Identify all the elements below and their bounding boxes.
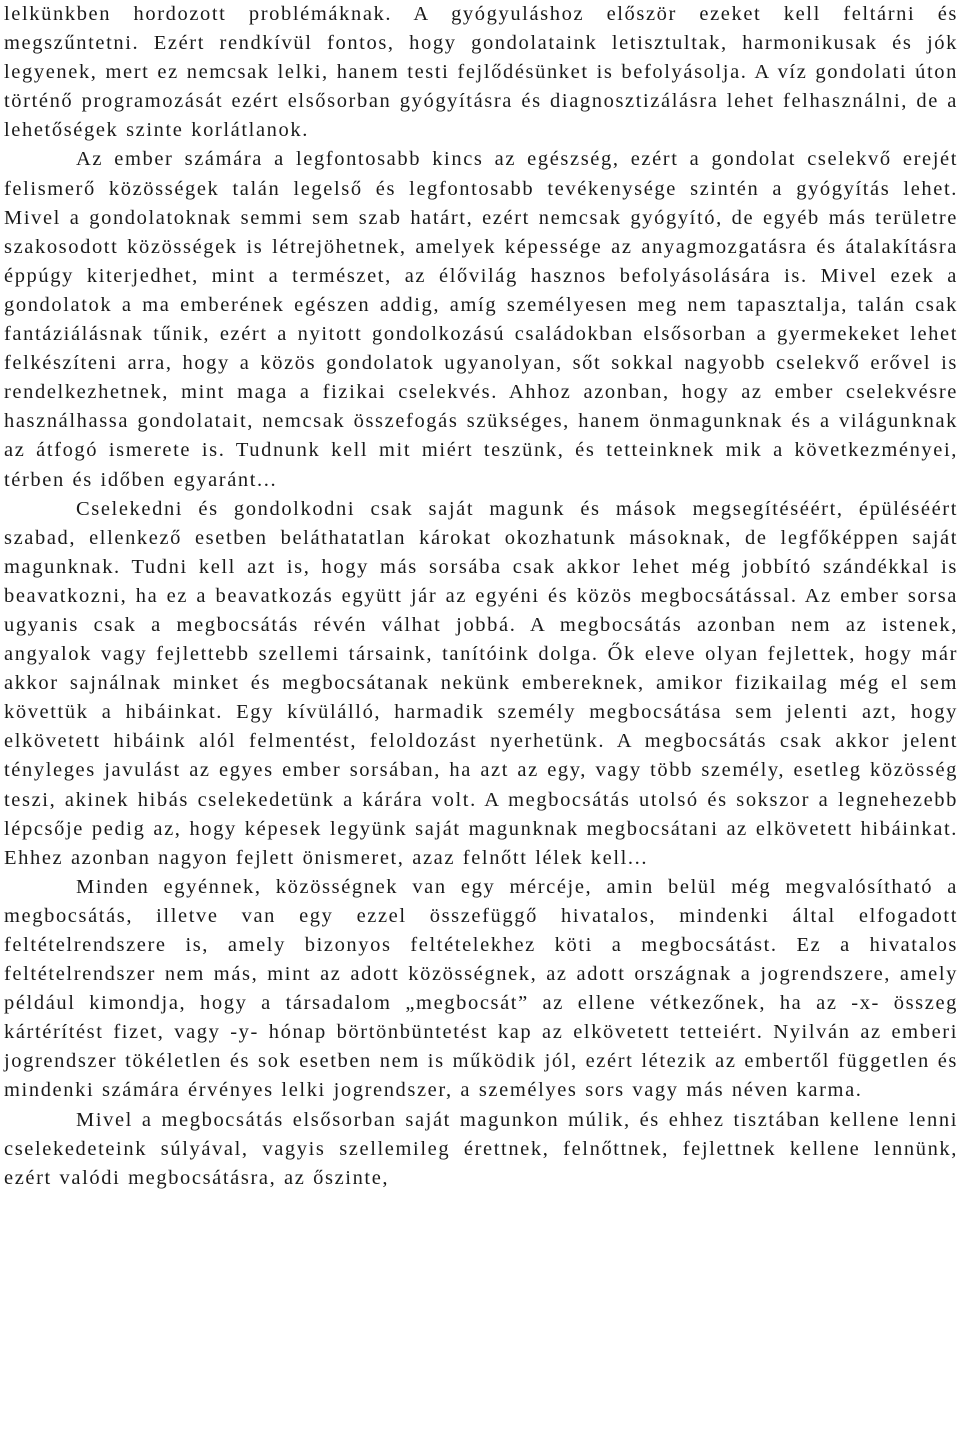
paragraph-1: lelkünkben hordozott problémáknak. A gyógyuláshoz először ezeket kell feltárni és megszűntetni. Ezért rendkívül fontos, hogy gondolataink letisztultak, harmonikusak és jók legyenek, mert ez nemcsak lelki, hanem testi fejlődésünket is befolyásolja. A víz gondolati úton történő programozását ezért elsősorban gyógyításra és diagnosztizálásra lehet felhasználni, de a lehetőségek szinte korlátlanok. [4,3,958,142]
paragraph-2: Az ember számára a legfontosabb kincs az egészség, ezért a gondolat cselekvő erejét felismerő közösségek talán legelső és legfontosabb tevékenysége szintén a gyógyítás lehet. Mivel a gondolatoknak semmi sem szab határt, ezért nemcsak gyógyító, de egyéb más területre szakosodott közösségek is létrejöhetnek, amelyek képessége az anyagmozgatásra és átalakításra éppúgy kiterjedhet, mint a természet, az élővilág hasznos befolyásolására is. Mivel ezek a gondolatok a ma emberének egészen addig, amíg személyesen meg nem tapasztalja, talán csak fantáziálásnak tűnik, ezért a nyitott gondolkozású családokban elsősorban a gyermekeket lehet felkészíteni arra, hogy a közös gondolatok ugyanolyan, sőt sokkal nagyobb cselekvő erővel is rendelkezhetnek, mint maga a fizikai cselekvés. Ahhoz azonban, hogy az ember cselekvésre használhassa gondolatait, nemcsak összefogás szükséges, hanem önmagunknak és a világunknak az átfogó ismerete is. Tudnunk kell mit miért teszünk, és tetteinknek mik a következményei, térben és időben egyaránt... [4,148,958,491]
paragraph-5: Mivel a megbocsátás elsősorban saját magunkon múlik, és ehhez tisztában kellene lenni cselekedeteink súlyával, vagyis szellemileg érettnek, felnőttnek, fejlettnek kellene lennünk, ezért valódi megbocsátásra, az őszinte, [4,1108,958,1189]
document-page [4,0,958,1193]
paragraph-4: Minden egyénnek, közösségnek van egy mércéje, amin belül még megvalósítható a megbocsátás, illetve van egy ezzel összefüggő hivatalos, mindenki által elfogadott feltételrendszere is, amely bizonyos feltételekhez köti a megbocsátást. Ez a hivatalos feltételrendszer nem más, mint az adott közösségnek, az adott országnak a jogrendszere, amely például kimondja, hogy a társadalom „megbocsát” az ellene vétkezőnek, ha az -x- összeg kártérítést fizet, vagy -y- hónap börtönbüntetést kap az elkövetett tetteiért. Nyilván az emberi jogrendszer tökéletlen és sok esetben nem is működik jól, ezért létezik az embertől független és mindenki számára érvényes lelki jogrendszer, a személyes sors vagy más néven karma. [4,875,958,1102]
paragraph-3: Cselekedni és gondolkodni csak saját magunk és mások megsegítéséért, épüléséért szabad, ellenkező esetben beláthatatlan károkat okozhatunk másoknak, de legfőképpen saját magunknak. Tudni kell azt is, hogy más sorsába csak akkor lehet még jobbító szándékkal is beavatkozni, ha ez a beavatkozás együtt jár az egyéni és közös megbocsátással. Az ember sorsa ugyanis csak a megbocsátás révén válhat jobbá. A megbocsátás azonban nem az istenek, angyalok vagy fejlettebb szellemi társaink, tanítóink dolga. Ők eleve olyan fejlettek, hogy már akkor sajnálnak minket és megbocsátanak nekünk embereknek, amikor fizikailag még el sem követtük a hibáinkat. Egy kívülálló, harmadik személy megbocsátása sem jelenti azt, hogy elkövetett hibáink alól felmentést, feloldozást nyerhetünk. A megbocsátás csak akkor jelent tényleges javulást az egyes ember sorsában, ha azt az egy, vagy több személy, esetleg közösség teszi, akinek hibás cselekedetünk a kárára volt. A megbocsátás utolsó és sokszor a legnehezebb lépcsője pedig az, hogy képesek legyünk saját magunknak megbocsátani az elkövetett hibáinkat. Ehhez azonban nagyon fejlett önismeret, azaz felnőtt lélek kell... [4,497,958,869]
